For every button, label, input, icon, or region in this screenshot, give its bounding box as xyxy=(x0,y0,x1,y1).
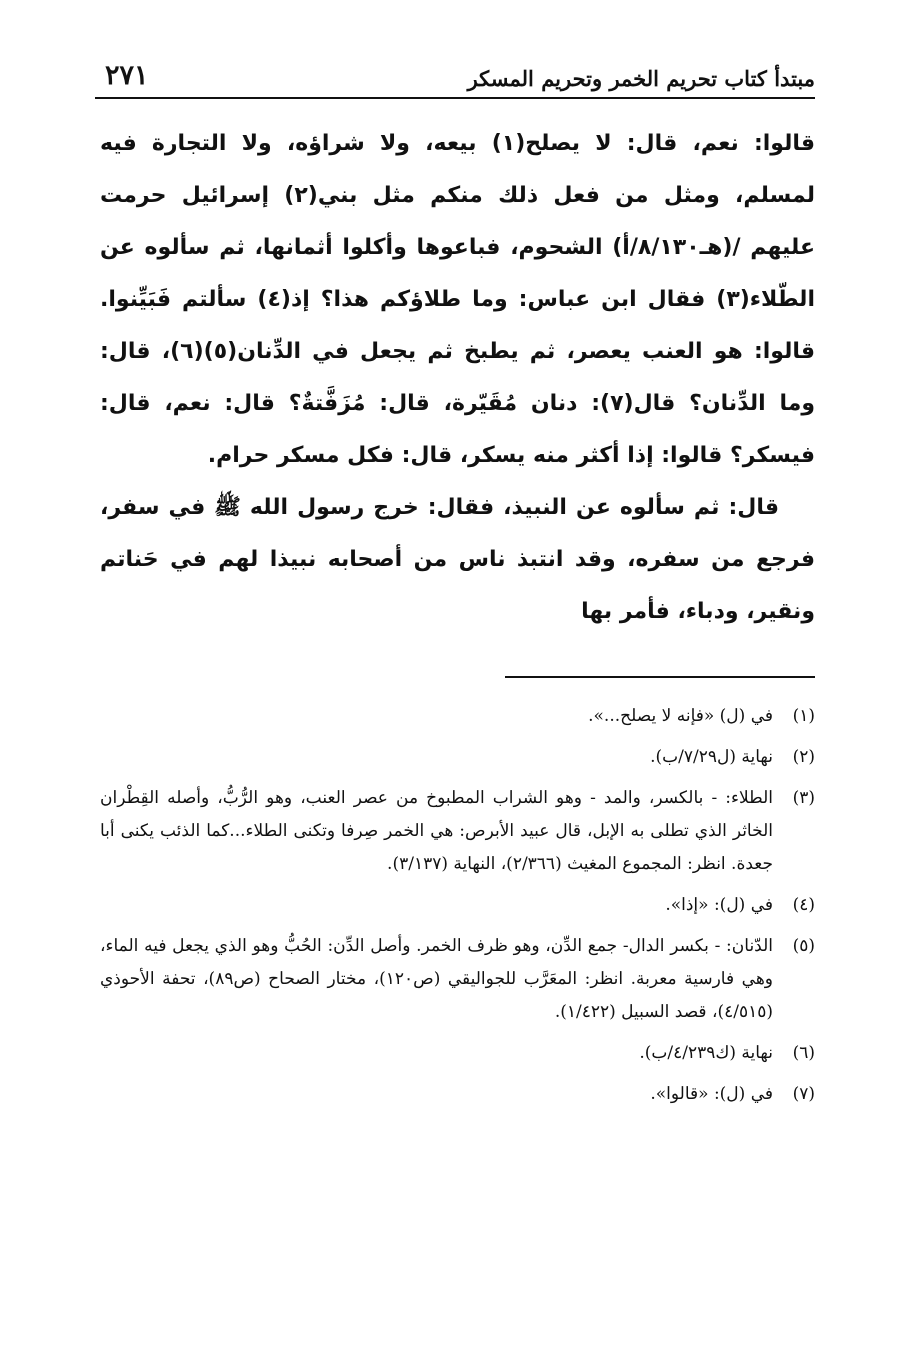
main-text xyxy=(100,118,815,638)
footnote xyxy=(100,700,815,733)
footnote xyxy=(100,741,815,774)
footnote-number: (٤) xyxy=(792,895,815,915)
footnote-text: الطلاء: - بالكسر، والمد - وهو الشراب المطبوخ من عصر العنب، وهو الرُّبُّ، وأصله القِطْران الخاثر الذي تطلى به الإبل، قال عبيد الأبرص: هي الخمر صِرفا وتكنى الطلاء...كما الذئب يكنى أبا جعدة. انظر: المجموع المغيث (٢/٣٦٦)، النهاية (٣/١٣٧). xyxy=(100,788,773,874)
header-title: مبتدأ كتاب تحريم الخمر وتحريم المسكر xyxy=(467,66,815,91)
footnote-number: (١) xyxy=(792,706,815,726)
footnote-number: (٣) xyxy=(792,788,815,808)
footnote-number: (٢) xyxy=(792,747,815,767)
header-rule xyxy=(95,97,815,99)
footnote-text: الدّنان: - بكسر الدال- جمع الدِّن، وهو ظرف الخمر. وأصل الدِّن: الحُبُّ وهو الذي يجعل فيه الماء، وهي فارسية معربة. انظر: المعَرَّب للجواليقي (ص١٢٠)، مختار الصحاح (ص٨٩)، تحفة الأحوذي (٤/٥١٥)، قصد السبيل (١/٤٢٢). xyxy=(100,936,773,1022)
footnote-text: في (ل): «قالوا». xyxy=(650,1084,773,1104)
footnotes xyxy=(100,700,815,1119)
footnote-separator xyxy=(505,676,815,678)
footnote xyxy=(100,1078,815,1111)
footnote-text: نهاية (ل٧/٢٩/ب). xyxy=(650,747,773,767)
page-number: ٢٧١ xyxy=(105,60,149,91)
footnote-text: في (ل): «إذا». xyxy=(665,895,773,915)
footnote xyxy=(100,1037,815,1070)
footnote-number: (٥) xyxy=(792,936,815,956)
footnote-number: (٧) xyxy=(792,1084,815,1104)
footnote xyxy=(100,782,815,881)
footnote-text: في (ل) «فإنه لا يصلح...». xyxy=(588,706,773,726)
footnote-text: نهاية (ك٤/٢٣٩/ب). xyxy=(639,1043,773,1063)
footnote xyxy=(100,930,815,1029)
running-header xyxy=(95,60,815,100)
paragraph: قالوا: نعم، قال: لا يصلح(١) بيعه، ولا شراؤه، ولا التجارة فيه لمسلم، ومثل من فعل ذلك منكم مثل بني(٢) إسرائيل حرمت عليهم /(هـ٨/١٣٠/أ) الشحوم، فباعوها وأكلوا أثمانها، ثم سألوه عن الطّلاء(٣) فقال ابن عباس: وما طلاؤكم هذا؟ إذ(٤) سألتم فَبَيِّنوا. قالوا: هو العنب يعصر، ثم يطبخ ثم يجعل في الدِّنان(٥)(٦)، قال: وما الدِّنان؟ قال(٧): دنان مُقَيّرة، قال: مُزَفَّتةٌ؟ قال: نعم، قال: فيسكر؟ قالوا: إذا أكثر منه يسكر، قال: فكل مسكر حرام. xyxy=(100,131,816,468)
footnote xyxy=(100,889,815,922)
footnote-number: (٦) xyxy=(792,1043,815,1063)
paragraph: قال: ثم سألوه عن النبيذ، فقال: خرج رسول الله ﷺ في سفر، فرجع من سفره، وقد انتبذ ناس من أصحابه نبيذا لهم في حَناتم ونقير، ودباء، فأمر بها xyxy=(100,495,815,624)
